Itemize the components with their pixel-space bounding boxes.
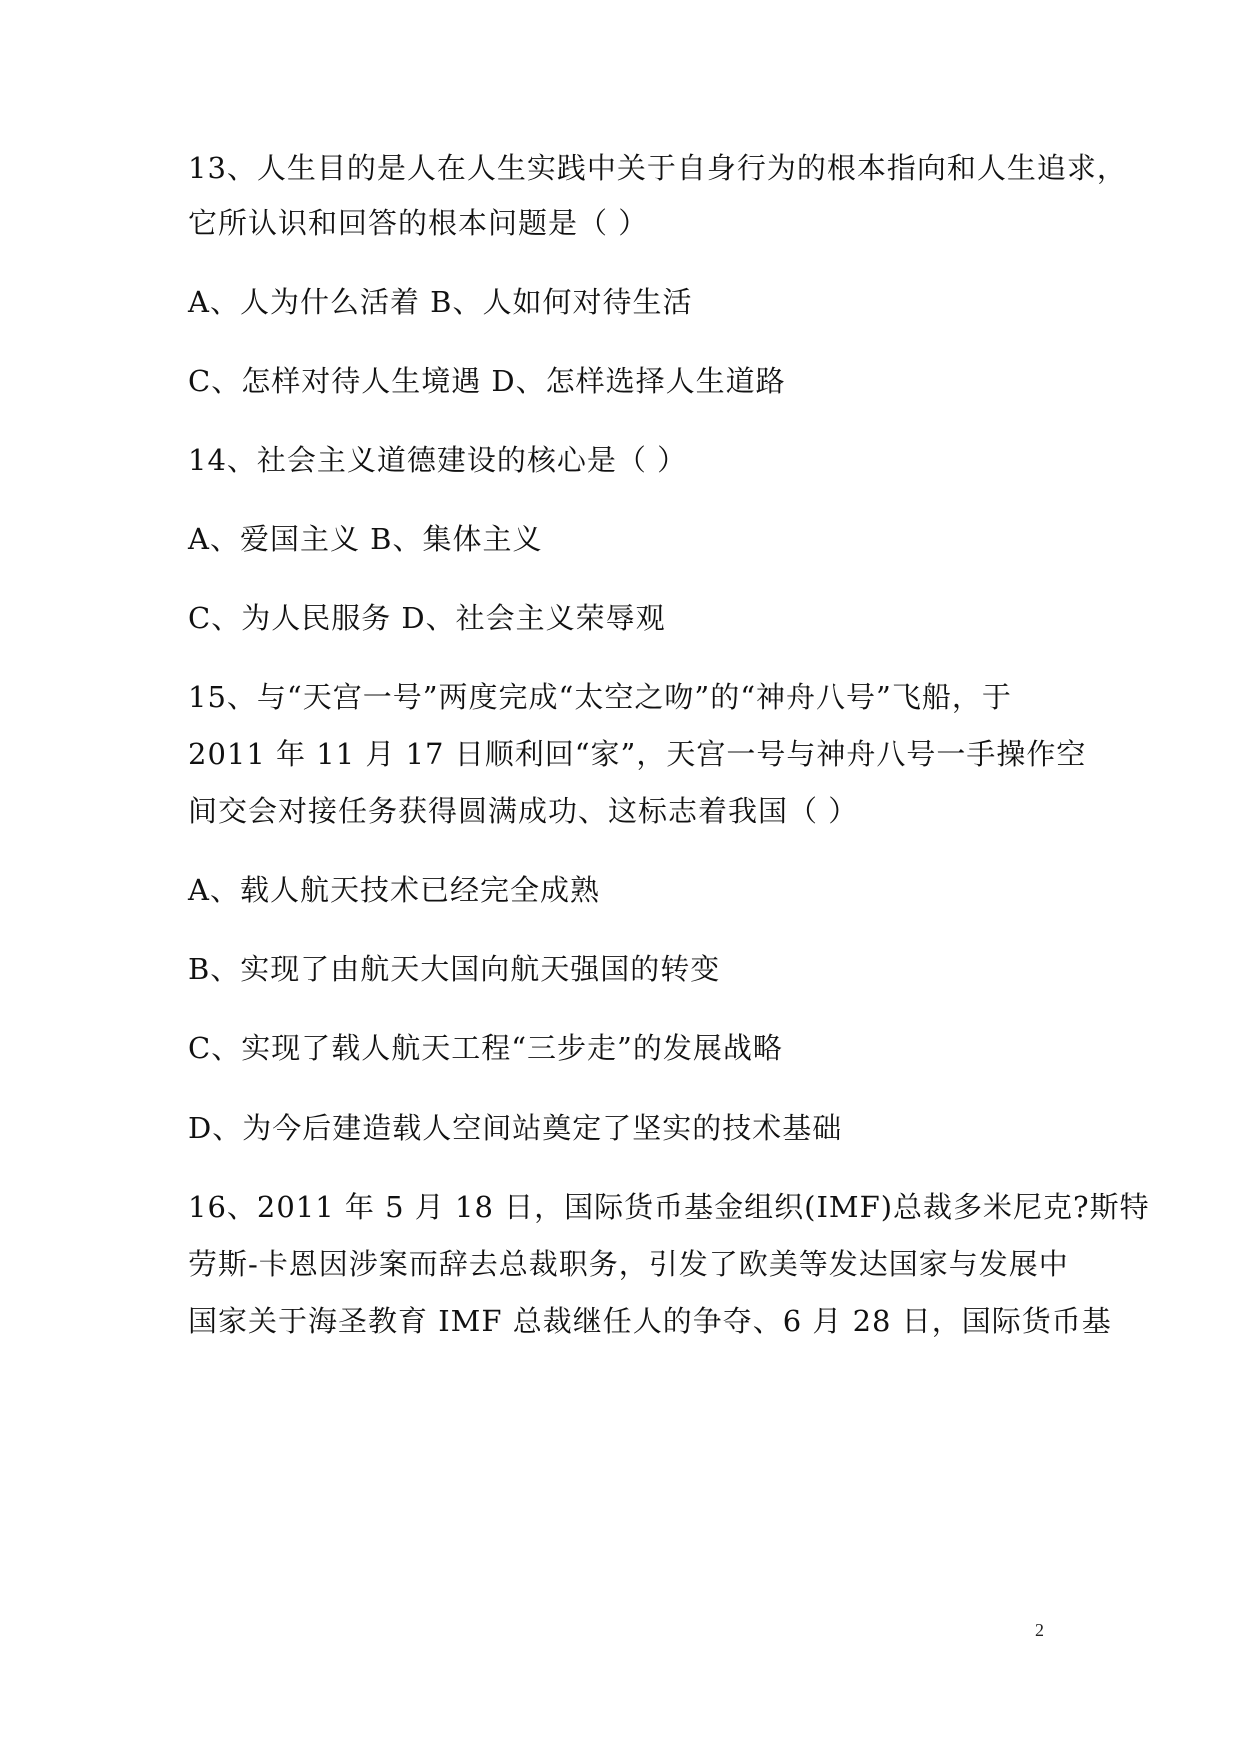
question-16-line-2: 劳斯-卡恩因涉案而辞去总裁职务，引发了欧美等发达国家与发展中 xyxy=(188,1247,1069,1281)
question-14-options-ab: A、爱国主义 B、集体主义 xyxy=(188,522,543,556)
question-16-line-1: 16、2011 年 5 月 18 日，国际货币基金组织(IMF)总裁多米尼克?斯特 xyxy=(188,1190,1150,1224)
question-15-option-d: D、为今后建造载人空间站奠定了坚实的技术基础 xyxy=(188,1111,843,1145)
question-14-options-cd: C、为人民服务 D、社会主义荣辱观 xyxy=(188,601,666,635)
question-13-options-cd: C、怎样对待人生境遇 D、怎样选择人生道路 xyxy=(188,364,786,398)
question-16-line-3: 国家关于海圣教育 IMF 总裁继任人的争夺、6 月 28 日，国际货币基 xyxy=(188,1304,1112,1338)
question-15-line-1: 15、与“天宫一号”两度完成“太空之吻”的“神舟八号”飞船，于 xyxy=(188,680,1012,714)
question-15-option-b: B、实现了由航天大国向航天强国的转变 xyxy=(188,952,721,986)
question-15-line-3: 间交会对接任务获得圆满成功、这标志着我国（ ） xyxy=(188,794,859,828)
question-13-line-2: 它所认识和回答的根本问题是（ ） xyxy=(188,206,649,240)
question-15-option-a: A、载人航天技术已经完全成熟 xyxy=(188,873,600,907)
question-15-option-c: C、实现了载人航天工程“三步走”的发展战略 xyxy=(188,1031,783,1065)
question-14-stem: 14、社会主义道德建设的核心是（ ） xyxy=(188,443,688,477)
question-15-line-2: 2011 年 11 月 17 日顺利回“家”，天宫一号与神舟八号一手操作空 xyxy=(188,737,1087,771)
question-13-options-ab: A、人为什么活着 B、人如何对待生活 xyxy=(188,285,693,319)
question-13-line-1: 13、人生目的是人在人生实践中关于自身行为的根本指向和人生追求， xyxy=(188,151,1127,185)
page-number: 2 xyxy=(1035,1620,1044,1640)
